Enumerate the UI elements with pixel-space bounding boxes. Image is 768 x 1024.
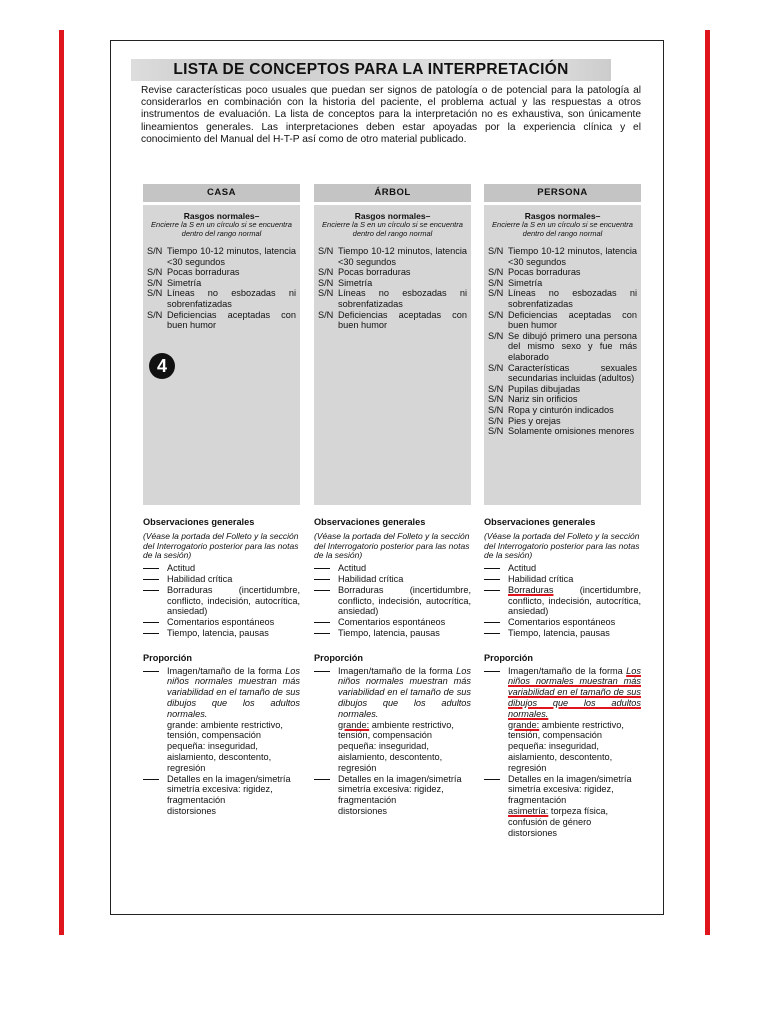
proportion-title: Proporción [484,652,534,663]
proportion-title: Proporción [143,652,193,663]
list-item [318,310,467,331]
list-item [484,574,641,585]
list-item [143,574,300,585]
observations-title: Observaciones generales [484,517,596,527]
item-text: Pocas borraduras [338,267,411,278]
sn-marker[interactable]: S/N [488,277,504,288]
list-item [488,416,637,427]
list-item [488,310,637,331]
sn-marker[interactable]: S/N [147,309,163,320]
left-red-margin-line [59,30,64,935]
list-item [314,666,471,720]
sn-marker[interactable]: S/N [488,404,504,415]
check-line[interactable] [143,628,167,639]
sn-marker[interactable]: S/N [488,309,504,320]
observations-persona [484,517,641,838]
observations-note: (Véase la portada del Folleto y la sección del Interrogatorio posterior para las notas de la sesión) [314,530,470,561]
check-line[interactable] [143,617,167,628]
item-text: Nariz sin orificios [508,394,578,405]
item-text [508,585,641,617]
item-text: Tiempo, latencia, pausas [167,627,269,638]
normal-traits-box-casa [143,205,300,505]
list-item [143,617,300,628]
column-persona [484,184,641,505]
column-casa [143,184,300,505]
list-item [484,774,641,785]
sn-marker[interactable]: S/N [147,277,163,288]
check-line[interactable] [314,774,338,785]
text-span: Imagen/tamaño de la forma [338,665,457,676]
observations-arbol [314,517,471,817]
sn-marker[interactable]: S/N [488,394,504,405]
sn-marker[interactable]: S/N [488,383,504,394]
list-item [484,628,641,639]
list-item [318,278,467,289]
observations-note: (Véase la portada del Folleto y la sección del Interrogatorio posterior para las notas de la sesión) [484,530,640,561]
normal-traits-instruction: Encierre la S en un círculo si se encuentra dentro del rango normal [492,220,633,238]
list-item [143,628,300,639]
check-line[interactable] [484,563,508,574]
item-text [338,666,471,720]
underlined-word: grande: [508,719,540,730]
list-item [314,628,471,639]
underlined-word: Los niños normales muestran más variabilidad en el tamaño de sus dibujos que los adultos normales. [508,665,641,719]
sn-marker[interactable]: S/N [488,426,504,437]
text-span: grande: [167,719,199,730]
item-text: Pocas borraduras [167,267,240,278]
normal-traits-box-arbol [314,205,471,505]
text-span: ambiente restrictivo, tensión, compensación [508,719,624,741]
item-text: Detalles en la imagen/simetría [167,773,291,784]
item-text: Actitud [338,563,367,574]
column-header-arbol: ÁRBOL [314,184,471,202]
list-item [488,405,637,416]
list-item [143,563,300,574]
item-text: Pocas borraduras [508,267,581,278]
underlined-word: asimetría: [508,805,549,816]
list-item [314,774,471,785]
list-item [147,310,296,331]
item-text: Actitud [508,563,537,574]
sn-marker[interactable]: S/N [147,246,163,256]
text-line: simetría excesiva: rigidez, fragmentación [508,784,614,806]
item-text: Pies y orejas [508,415,561,426]
text-line [143,720,300,742]
item-text: Tiempo 10-12 minutos, latencia <30 segundos [508,246,637,267]
normal-traits-box-persona [484,205,641,505]
right-red-margin-line [705,30,710,935]
item-text: Tiempo 10-12 minutos, latencia <30 segundos [338,246,467,267]
check-line[interactable] [314,666,338,720]
list-item [314,585,471,617]
list-item [147,288,296,309]
item-text: Tiempo, latencia, pausas [338,627,440,638]
item-text: Ropa y cinturón indicados [508,404,614,415]
check-line[interactable] [484,666,508,720]
intro-paragraph: Revise características poco usuales que puedan ser signos de patología o de potencial para la patología al considerarlos en combinación con la historia del paciente, el problema actual y las respuestas a otros instrumentos de evaluación. La lista de conceptos para la interpretación no es exhaustiva, son únicamente lineamientos generales. Las interpretaciones deben estar apoyadas por la experiencia clínica y el conocimiento del Manual del H-T-P así como de otro material publicado. [141,85,641,145]
item-text: Líneas no esbozadas ni sobrenfatizadas [338,288,467,309]
check-line[interactable] [484,585,508,617]
item-text: Simetría [338,277,373,288]
list-item [147,246,296,267]
column-header-persona: PERSONA [484,184,641,202]
list-item [147,267,296,278]
proportion-title: Proporción [314,652,364,663]
text-line: simetría excesiva: rigidez, fragmentación [167,784,273,806]
text-line [484,720,641,742]
check-line[interactable] [143,666,167,720]
item-text: Borraduras (incertidumbre, conflicto, indecisión, autocrítica, ansiedad) [338,584,471,617]
sn-marker[interactable]: S/N [147,288,163,299]
text-span: Los niños normales muestran más variabilidad en el tamaño de sus dibujos que los adultos normales. [167,665,300,719]
section-number-badge: 4 [149,353,175,379]
text-line [484,806,641,828]
text-line: pequeña: inseguridad, aislamiento, descontento, regresión [338,741,443,773]
item-text: Deficiencias aceptadas con buen humor [338,309,467,331]
column-arbol [314,184,471,505]
item-text: Simetría [167,277,202,288]
sn-marker[interactable]: S/N [488,415,504,426]
text-line: simetría excesiva: rigidez, fragmentación [338,784,444,806]
sn-marker[interactable]: S/N [318,288,334,299]
list-item [314,574,471,585]
text-line: distorsiones [508,827,558,838]
item-text: Detalles en la imagen/simetría [338,773,462,784]
text-line: pequeña: inseguridad, aislamiento, descontento, regresión [508,741,613,773]
item-text: Líneas no esbozadas ni sobrenfatizadas [508,288,637,309]
list-item [484,563,641,574]
normal-traits-instruction: Encierre la S en un círculo si se encuentra dentro del rango normal [322,220,463,238]
item-text: Comentarios espontáneos [338,617,446,628]
column-header-casa: CASA [143,184,300,202]
list-item [318,246,467,267]
list-item [314,617,471,628]
text-line [314,720,471,742]
list-item [318,288,467,309]
text-span: ambiente restrictivo, tensión, compensación [167,719,283,741]
item-text: Líneas no esbozadas ni sobrenfatizadas [167,288,296,309]
sn-marker[interactable]: S/N [318,267,334,278]
observations-note: (Véase la portada del Folleto y la sección del Interrogatorio posterior para las notas de la sesión) [143,530,299,561]
normal-traits-title: Rasgos normales– [183,211,260,221]
page-title: LISTA DE CONCEPTOS PARA LA INTERPRETACIÓN [131,59,611,81]
list-item [143,585,300,617]
list-item [488,426,637,437]
item-text: Detalles en la imagen/simetría [508,773,632,784]
sn-marker[interactable]: S/N [488,288,504,299]
item-text: Borraduras (incertidumbre, conflicto, indecisión, autocrítica, ansiedad) [167,584,300,617]
item-text: Tiempo 10-12 minutos, latencia <30 segundos [167,246,296,267]
list-item [488,288,637,309]
list-item [484,585,641,617]
item-text: Habilidad crítica [508,573,574,584]
list-item [143,666,300,720]
list-item [488,267,637,278]
text-span: torpeza física, confusión de género [508,805,609,827]
item-text: Deficiencias aceptadas con buen humor [167,309,296,331]
item-text: Comentarios espontáneos [508,617,616,628]
check-line[interactable] [484,628,508,639]
item-text: Características sexuales secundarias incluidas (adultos) [508,362,637,384]
sn-marker[interactable]: S/N [318,277,334,288]
check-line[interactable] [484,574,508,585]
check-line[interactable] [143,774,167,785]
list-item [484,617,641,628]
check-line[interactable] [314,585,338,617]
text-span: (incertidumbre, conflicto, indecisión, autocrítica, ansiedad) [508,584,641,617]
list-item [488,363,637,384]
observations-casa [143,517,300,817]
sn-marker[interactable]: S/N [318,309,334,320]
list-item [488,278,637,289]
check-line[interactable] [314,628,338,639]
check-line[interactable] [314,563,338,574]
check-line[interactable] [143,563,167,574]
text-span: ambiente restrictivo, tensión, compensación [338,719,454,741]
item-text: Simetría [508,277,543,288]
list-item [488,394,637,405]
check-line[interactable] [484,774,508,785]
check-line[interactable] [314,617,338,628]
item-text [167,666,300,720]
text-span: Los niños normales muestran más variabilidad en el tamaño de sus dibujos que los adultos normales. [338,665,471,719]
sn-marker[interactable]: S/N [488,267,504,278]
list-item [147,278,296,289]
normal-traits-title: Rasgos normales– [354,211,431,221]
item-text: Habilidad crítica [338,573,404,584]
text-span: Imagen/tamaño de la forma [508,665,627,676]
normal-traits-title: Rasgos normales– [524,211,601,221]
item-text [508,666,641,720]
text-span: Imagen/tamaño de la forma [167,665,286,676]
list-item [314,563,471,574]
check-line[interactable] [314,574,338,585]
item-text: Solamente omisiones menores [508,426,635,437]
check-line[interactable] [143,574,167,585]
item-text: Deficiencias aceptadas con buen humor [508,309,637,331]
list-item [484,666,641,720]
underlined-word: grande: [338,719,370,730]
observations-title: Observaciones generales [314,517,426,527]
item-text: Se dibujó primero una persona del mismo sexo y fue más elaborado [508,330,637,362]
text-line: distorsiones [338,805,388,816]
normal-traits-instruction: Encierre la S en un círculo si se encuentra dentro del rango normal [151,220,292,238]
sn-marker[interactable]: S/N [488,330,504,341]
item-text: Comentarios espontáneos [167,617,275,628]
list-item [143,774,300,785]
sn-marker[interactable]: S/N [488,246,504,256]
scanned-page [110,40,664,915]
check-line[interactable] [143,585,167,617]
underlined-word: Borraduras [508,584,554,595]
text-line: distorsiones [167,805,217,816]
item-text: Actitud [167,563,196,574]
list-item [318,267,467,278]
item-text: Tiempo, latencia, pausas [508,627,610,638]
text-line: pequeña: inseguridad, aislamiento, descontento, regresión [167,741,272,773]
sn-marker[interactable]: S/N [318,246,334,256]
list-item [488,331,637,363]
sn-marker[interactable]: S/N [147,267,163,278]
item-text: Habilidad crítica [167,573,233,584]
item-text: Pupilas dibujadas [508,383,581,394]
list-item [488,384,637,395]
list-item [488,246,637,267]
observations-title: Observaciones generales [143,517,255,527]
sn-marker[interactable]: S/N [488,362,504,373]
check-line[interactable] [484,617,508,628]
